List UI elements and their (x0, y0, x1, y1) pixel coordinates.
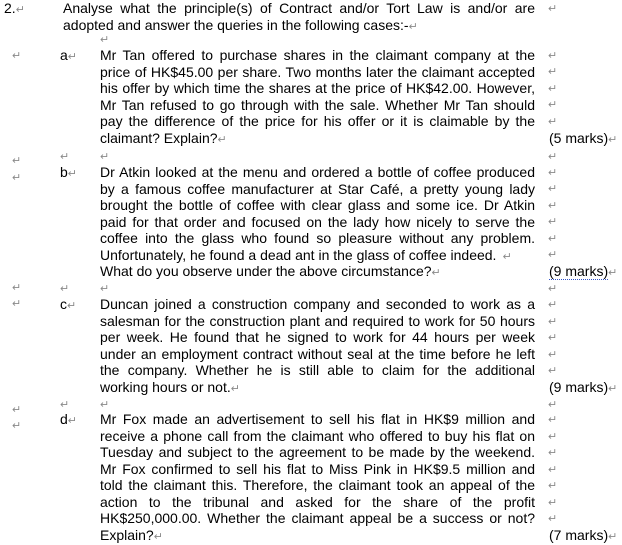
paragraph-mark: ↵ (548, 365, 558, 377)
paragraph-mark: ↵ (15, 4, 25, 16)
paragraph-mark: ↵ (548, 299, 558, 311)
paragraph-mark: ↵ (548, 464, 558, 476)
case-d-marks: (7 marks)↵ (549, 527, 618, 543)
paragraph-mark: ↵ (548, 233, 558, 245)
paragraph-mark: ↵ (548, 83, 558, 95)
paragraph-mark: ↵ (100, 399, 110, 411)
paragraph-mark: ↵ (548, 283, 558, 295)
paragraph-mark: ↵ (548, 151, 558, 163)
paragraph-mark: ↵ (548, 349, 558, 361)
paragraph-mark: ↵ (548, 200, 558, 212)
paragraph-mark: ↵ (548, 183, 558, 195)
paragraph-mark: ↵ (548, 66, 558, 78)
question-intro-line-1: Analyse what the principle(s) of Contract and/or Tort Law is and/or are (63, 0, 535, 16)
paragraph-mark: ↵ (548, 216, 558, 228)
paragraph-mark: ↵ (100, 283, 110, 295)
paragraph-mark: ↵ (548, 480, 558, 492)
paragraph-mark: ↵ (548, 3, 558, 15)
case-b-letter: b↵ (60, 164, 78, 180)
paragraph-mark: ↵ (12, 50, 22, 62)
paragraph-mark: ↵ (12, 298, 22, 310)
paragraph-mark: ↵ (60, 399, 70, 411)
paragraph-mark: ↵ (548, 399, 558, 411)
paragraph-mark: ↵ (548, 414, 558, 426)
paragraph-mark: ↵ (100, 151, 110, 163)
question-intro-line-2: adopted and answer the queries in the following cases:-↵ (63, 17, 418, 33)
case-b-marks: (9 marks)↵ (549, 263, 618, 279)
paragraph-mark: ↵ (12, 282, 22, 294)
paragraph-mark: ↵ (548, 116, 558, 128)
paragraph-mark: ↵ (60, 283, 70, 295)
case-c-letter: c↵ (60, 296, 77, 312)
paragraph-mark: ↵ (548, 447, 558, 459)
question-number: 2.↵ (4, 0, 25, 16)
paragraph-mark: ↵ (12, 172, 22, 184)
paragraph-mark: ↵ (100, 34, 110, 46)
case-c-marks: (9 marks)↵ (549, 379, 618, 395)
paragraph-mark: ↵ (548, 99, 558, 111)
paragraph-mark: ↵ (12, 155, 22, 167)
paragraph-mark: ↵ (548, 332, 558, 344)
paragraph-mark: ↵ (12, 404, 22, 416)
paragraph-mark: ↵ (60, 151, 70, 163)
paragraph-mark: ↵ (548, 513, 558, 525)
paragraph-mark: ↵ (548, 249, 558, 261)
paragraph-mark: ↵ (548, 50, 558, 62)
paragraph-mark: ↵ (548, 497, 558, 509)
paragraph-mark: ↵ (548, 167, 558, 179)
paragraph-mark: ↵ (548, 316, 558, 328)
case-a-letter: a↵ (60, 47, 78, 63)
case-d-letter: d↵ (60, 411, 78, 427)
paragraph-mark: ↵ (12, 420, 22, 432)
paragraph-mark: ↵ (548, 431, 558, 443)
case-a-marks: (5 marks)↵ (549, 130, 618, 146)
